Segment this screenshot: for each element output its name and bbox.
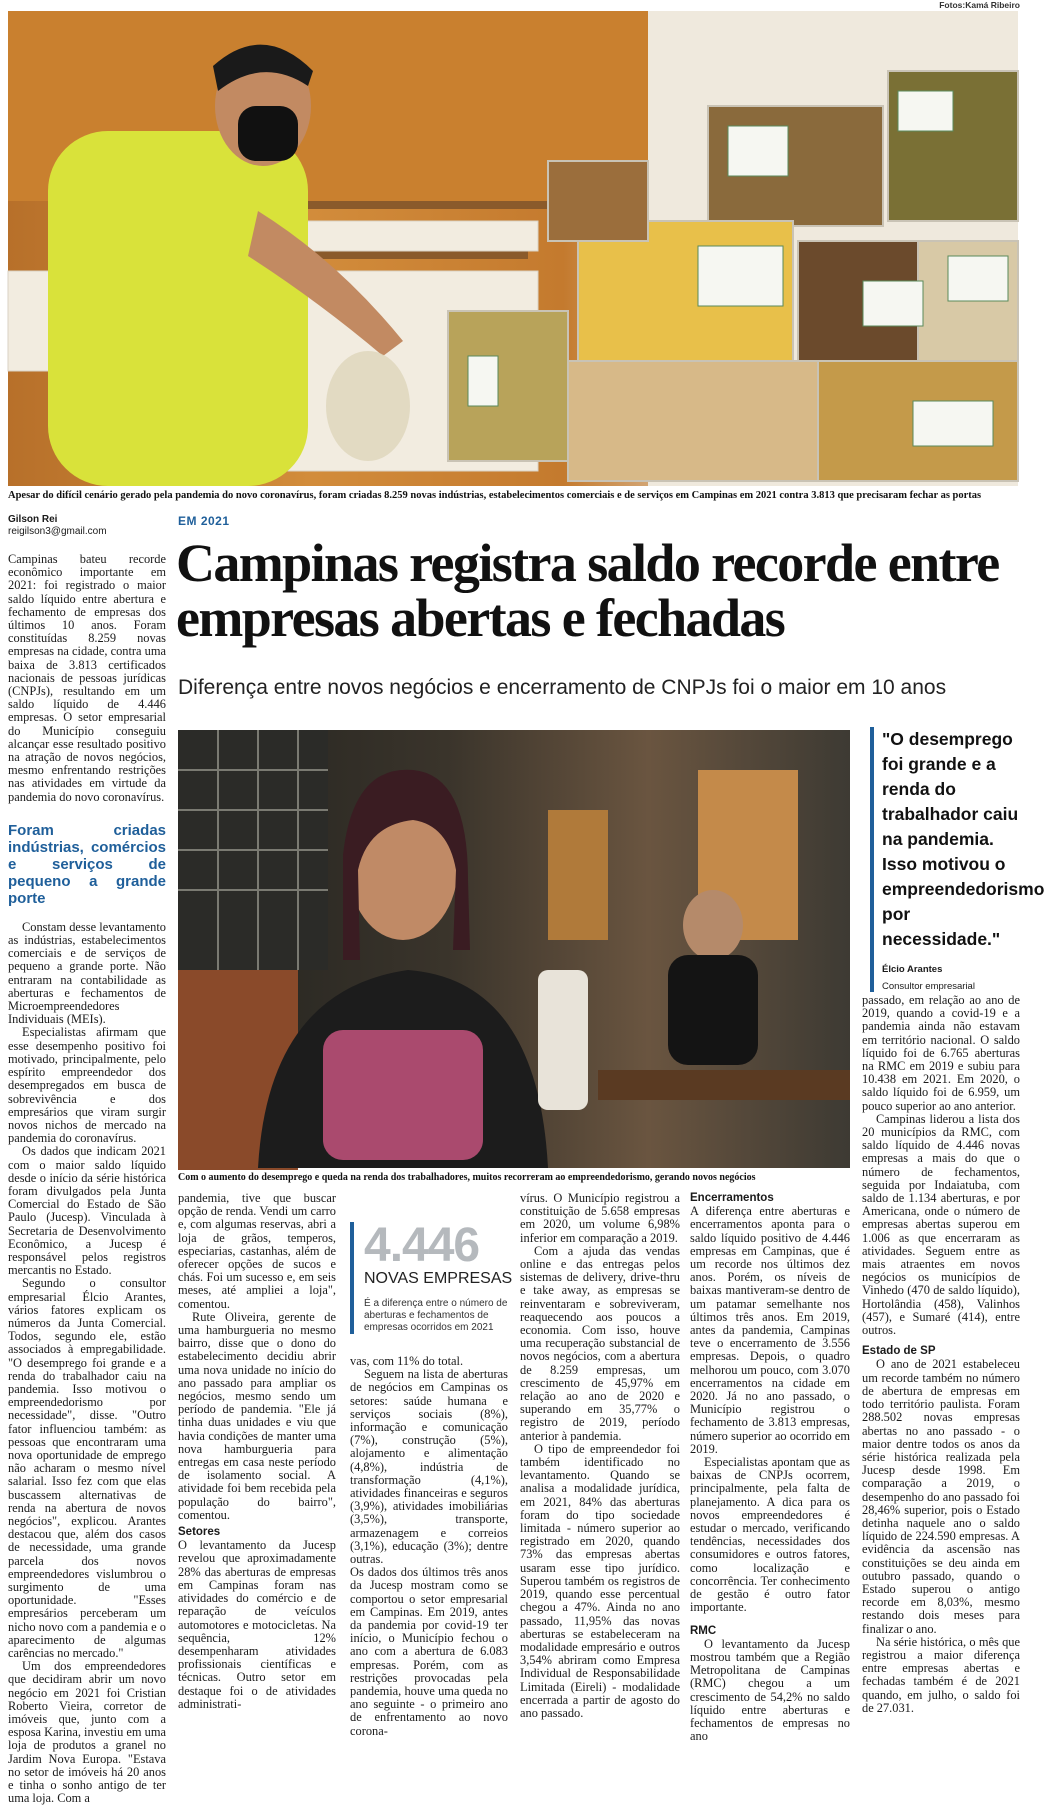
paragraph: Campinas liderou a lista dos 20 municípios da RMC, com saldo líquido de 4.446 novas empresas a mais do que o número de fechamentos, seguida por Indaiatuba, com saldo de 1.134 aberturas, e por Americana, onde o número de empresas abertas superou em 1.006 as que encerraram as atividades. Seguem entre as mais atraentes em novos negócios os municípios de Vinhedo (470 de saldo líquido), Hortolândia (458), Valinhos (457), e Sumaré (414), entre outros. — [862, 1111, 1020, 1338]
paragraph: O levantamento da Jucesp mostrou também que a Região Metropolitana de Campinas (RMC) chegou a um crescimento de 54,2% no saldo líquido entre aberturas e fechamentos de empresas no ano — [690, 1636, 850, 1744]
article-column-4 — [520, 1191, 680, 1720]
headline: Campinas registra saldo recorde entre empresas abertas e fechadas — [176, 533, 999, 648]
byline — [8, 514, 168, 538]
paragraph: vas, com 11% do total. — [350, 1354, 464, 1368]
paragraph: Constam desse levantamento as indústrias, estabelecimentos comerciais e de serviços de pequeno a grande porte. Não entraram na contabilidade as aberturas e fechamentos de Microempreendedores Individuais (MEIs). — [8, 919, 166, 1027]
kicker: EM 2021 — [178, 514, 230, 528]
pull-quote — [870, 727, 1044, 992]
stat-callout — [350, 1219, 524, 1334]
section-heading-estado-sp: Estado de SP — [862, 1345, 936, 1358]
quote-text: "O desemprego foi grande e a renda do trabalhador caiu na pandemia. Isso motivou o empreendedorismo por necessidade." — [882, 729, 1044, 949]
paragraph: Especialistas afirmam que esse desempenho positivo foi motivado, principalmente, pelo espírito empreendedor dos desempregados em busca de sobrevivência e dos empresários que viram surgir novos nichos de mercado na pandemia do coronavírus. — [8, 1025, 166, 1146]
middle-photo — [178, 730, 850, 1168]
paragraph: O levantamento da Jucesp revelou que aproximadamente 28% das aberturas de empresas em Campinas foram nas atividades do comércio e de reparação de veículos automotores e motocicletas. Na sequência, 12% desempenharam atividades profissionais científicas e técnicas. Outro setor em destaque foi o de atividades administrati- — [178, 1538, 336, 1711]
author-email: reigilson3@gmail.com — [8, 526, 107, 537]
paragraph: Rute Oliveira, gerente de uma hamburgueria no mesmo bairro, disse que o dono do estabelecimento decidiu abrir uma nova unidade no início do ano passado para ampliar os negócios, mesmo sendo um período de pandemia. "Ele já tinha duas unidades e viu que havia condições de manter uma nova hamburgueria para entregas em casa neste período de isolamento social. A atividade foi bem recebida pela população do bairro", comentou. — [178, 1309, 336, 1522]
section-heading-setores: Setores — [178, 1526, 221, 1539]
quote-author-role: Consultor empresarial — [882, 981, 975, 992]
paragraph: Especialistas apontam que as baixas de CNPJs ocorrem, principalmente, pela falta de planejamento. A dica para os novos empreendedores é estudar o mercado, verificando tendências, necessidades dos consumidores e outros fatores, como localização e concorrência. Ter conhecimento de gestão é outro fator importante. — [690, 1455, 850, 1615]
top-photo — [8, 11, 1018, 486]
paragraph: Os dados que indicam 2021 com o maior saldo líquido desde o início da série histórica foram divulgados pela Junta Comercial do Estado de São Paulo (Jucesp). Vinculada à Secretaria de Desenvolvimento Econômico, a Jucesp é responsável pelos registros mercantis no Estado. — [8, 1144, 166, 1278]
article-column-6 — [862, 993, 1020, 1715]
paragraph: Os dados dos últimos três anos da Jucesp mostram como se comportou o setor empresarial em Campinas. Em 2019, antes da pandemia por covid-19 ter início, o Município fechou o ano com a abertura de 6.083 empresas. Porém, com as restrições provocadas pela pandemia, houve uma queda no ano seguinte - o primeiro ano de enfrentamento ao novo corona- — [350, 1565, 508, 1738]
paragraph: pandemia, tive que buscar opção de renda. Vendi um carro e, com algumas reservas, abri a loja de grãos, temperos, especiarias, castanhas, além de oferecer opções de sucos e chás. Foi um sucesso e, em seis meses, até ampliei a loja", comentou. — [178, 1191, 336, 1311]
stat-label: NOVAS EMPRESAS — [364, 1270, 513, 1287]
article-column-5 — [690, 1192, 850, 1744]
paragraph: Seguem na lista de aberturas de negócios em Campinas os setores: saúde humana e serviços sociais (8%), informação e comunicação (7%), construção (5%), alojamento e alimentação (4,8%), indústria de transformação (4,1%), atividades financeiras e seguros (3,9%), atividades imobiliárias (3,5%), transporte, armazenagem e correios (3,1%), educação (3%); dentre outras. — [350, 1367, 508, 1567]
article-column-2 — [178, 1191, 336, 1711]
subheadline: Diferença entre novos negócios e encerramento de CNPJs foi o maior em 10 anos — [178, 676, 947, 699]
quote-author: Élcio Arantes — [882, 964, 943, 975]
paragraph: Um dos empreendedores que decidiram abrir um novo negócio em 2021 foi Cristian Roberto Vieira, corretor de imóveis que, junto com a esposa Karina, investiu em uma loja de produtos a granel no Jardim Nova Europa. "Estava no setor de imóveis há 20 anos e tinha o sonho antigo de ter uma loja. Com a — [8, 1659, 166, 1805]
paragraph: A diferença entre aberturas e encerramentos aponta para o saldo líquido positivo de 4.446 empresas em Campinas, que é um recorde nos últimos dez anos. Porém, os níveis de baixas mantiveram-se dentro de um patamar semelhante nos últimos três anos. Em 2019, antes da pandemia, Campinas teve o encerramento de 3.556 empresas. Depois, o quadro melhorou um pouco, com 3.070 encerramentos na cidade em 2020. Já no ano passado, o Município registrou o fechamento de 3.813 empresas, número superior ao ocorrido em 2019. — [690, 1204, 850, 1456]
intro-paragraph: Campinas bateu recorde econômico importante em 2021: foi registrado o maior saldo líquido entre abertura e fechamento de empresas dos últimos 10 anos. Foram constituídas 8.259 novas empresas na cidade, contra uma baixa de 3.813 certificados nacionais de pessoas jurídicas (CNPJs), resultando em um saldo líquido de 4.446 empresas. O setor empresarial do Município conseguiu alcançar esse resultado positivo na atração de novos negócios, mesmo enfrentando restrições nas atividades em virtude da pandemia do novo coronavírus. — [8, 552, 166, 804]
stat-number: 4.446 — [364, 1219, 480, 1272]
article-column-1 — [8, 552, 166, 1805]
article-column-3 — [350, 1354, 508, 1738]
photo-credit: Fotos:Kamá Ribeiro — [939, 0, 1020, 10]
paragraph: passado, em relação ao ano de 2019, quando a covid-19 e a pandemia ainda não estavam em território nacional. O saldo líquido foi de 6.765 aberturas na RMC em 2019 e subiu para 10.438 em 2021. Em 2020, o saldo líquido foi de 6.959, um pouco superior ao ano anterior. — [862, 993, 1020, 1113]
paragraph: Na série histórica, o mês que registrou a maior diferença entre empresas abertas e fechadas também é de 2021 quando, em julho, o saldo foi de 27.031. — [862, 1634, 1020, 1715]
stat-description: É a diferença entre o número de aberturas e fechamentos de empresas ocorridos em 2021 — [364, 1298, 508, 1333]
section-heading-rmc: RMC — [690, 1624, 717, 1637]
author-name: Gilson Rei — [8, 514, 58, 525]
section-heading-encerramentos: Encerramentos — [690, 1192, 774, 1204]
middle-photo-caption: Com o aumento do desemprego e queda na renda dos trabalhadores, muitos recorreram ao empreendedorismo, gerando novos negócios — [178, 1172, 756, 1183]
paragraph: vírus. O Município registrou a constituição de 5.658 empresas em 2020, um volume 6,98% inferior em comparação a 2019. — [520, 1191, 680, 1245]
paragraph: O ano de 2021 estabeleceu um recorde também no número de abertura de empresas em todo território paulista. Foram 288.502 novas empresas abertas no ano passado - o maior dentre todos os anos da série histórica realizada pela Jucesp desde 1998. Em comparação a 2019, o desempenho do ano passado foi 28,46% superior, pois o Estado detinha naquele ano o saldo líquido de 224.590 empresas. A evidência da ascensão nas constituições se deu ainda em outubro passado, quando o Estado superou o antigo recorde em 8,03%, mesmo restando dois meses para finalizar o ano. — [862, 1357, 1020, 1636]
top-photo-caption: Apesar do difícil cenário gerado pela pandemia do novo coronavírus, foram criadas 8.259 novas indústrias, estabelecimentos comerciais e de serviços em Campinas em 2021 contra 3.813 que precisaram fechar as portas — [8, 490, 982, 501]
paragraph: Segundo o consultor empresarial Élcio Arantes, vários fatores explicam os números da Junta Comercial. Todos, segundo ele, estão associados à empregabilidade. "O desemprego foi grande e a renda do trabalhador caiu na pandemia. Isso motivou o empreendedorismo por necessidade", disse. "Outro fator influenciou também: as pessoas que encontraram uma nova oportunidade de emprego não acharam o mesmo nível salarial. Isso fez com que elas buscassem alternativas de renda na abertura de novos negócios", explicou. Arantes destacou que, além dos casos de necessidade, uma grande parcela dos novos empreendedores vislumbrou o surgimento de uma oportunidade. "Esses empresários perceberam um nicho novo com a pandemia e o aparecimento de algumas carências no mercado." — [8, 1276, 166, 1661]
paragraph: Com a ajuda das vendas online e das entregas pelos sistemas de delivery, drive-thru e take away, as empresas se reinventaram e sobreviveram, reaquecendo aos poucos a economia. Com isso, houve uma recuperação substancial de novos negócios, com a abertura de 8.259 empresas, um crescimento de 45,97% em relação ao ano de 2020 e superando em 35,77% o registro de 2019, período anterior à pandemia. — [520, 1243, 680, 1443]
restaurant-photo-illustration — [178, 730, 850, 1168]
paragraph: O tipo de empreendedor foi também identificado no levantamento. Quando se analisa a modalidade jurídica, em 2021, 84% das aberturas foram do tipo sociedade limitada - número superior ao registrado em 2020, quando 73% das empresas abertas usaram esse tipo jurídico. Superou também os registros de 2019, quando esse percentual chegou a 47%. Ainda no ano passado, 11,95% das novas aberturas se estabeleceram na modalidade empresário e outros 3,54% abriram como Empresa Individual de Responsabilidade Limitada (Eireli) - modalidade encerrada a partir de agosto do ano passado. — [520, 1441, 680, 1720]
shop-photo-illustration — [8, 11, 1018, 486]
section-subhead: Foram criadas indústrias, comércios e serviços de pequeno a grande porte — [8, 821, 166, 907]
